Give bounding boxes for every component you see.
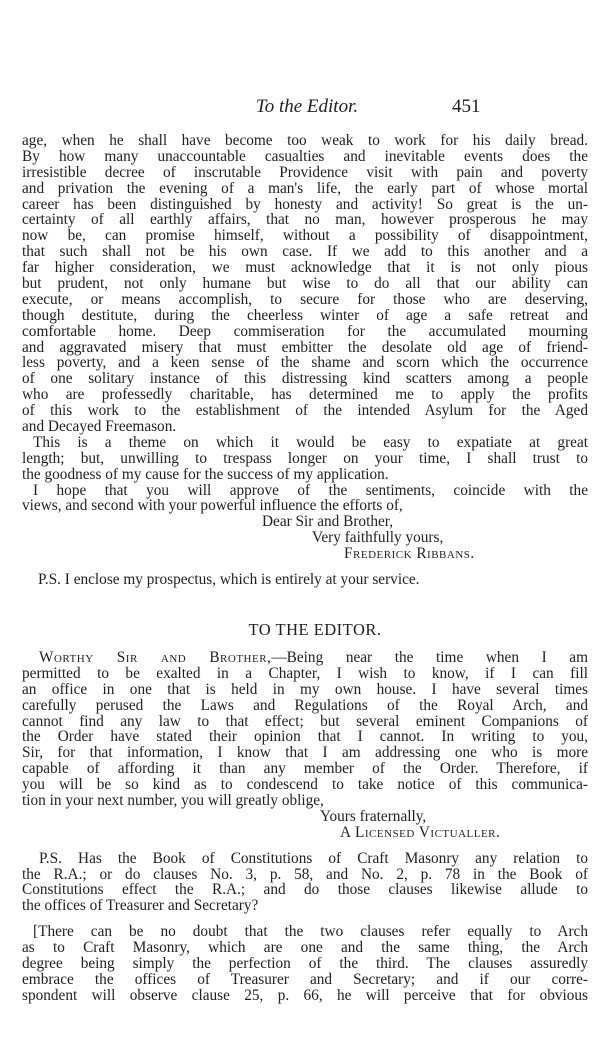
text-line: age, when he shall have become too weak to work for his daily bread.	[22, 132, 588, 149]
text-line: of this work to the establishment of the intended Asylum for the Aged	[22, 402, 588, 420]
text-line: cannot find any law to that effect; but several eminent Companions of	[22, 712, 588, 730]
text-line: views, and second with your powerful influence the efforts of,	[22, 497, 403, 515]
text-line: Constitutions effect the R.A.; and do those clauses likewise allude to	[22, 881, 588, 899]
text-line: degree being simply the perfection of the third. The clauses assuredly	[22, 954, 588, 972]
text-line: now be, can promise himself, without a possibility of disappointment,	[22, 227, 588, 245]
text-line: who are professedly charitable, has determined me to apply the profits	[22, 386, 588, 404]
text-line: as to Craft Masonry, which are one and the same thing, the Arch	[22, 939, 588, 957]
text-line: an office in one that is held in my own house. I have several times	[22, 680, 588, 698]
text-line: and privation the evening of a man's life, the early part of whose mortal	[22, 179, 588, 197]
text-line: P.S. Has the Book of Constitutions of Craft Masonry any relation to	[39, 849, 588, 867]
section-heading: TO THE EDITOR.	[248, 619, 382, 639]
text-line: By how many unaccountable casualties and inevitable events does the	[22, 147, 588, 165]
text-line: certainty of all earthly affairs, that no man, however prosperous he may	[22, 211, 588, 229]
opening-rest: —Being near the time when I am	[271, 648, 588, 666]
text-line: of one solitary instance of this distressing kind scatters among a people	[22, 370, 588, 388]
running-head: To the Editor.	[255, 96, 359, 117]
closing: Yours fraternally,	[320, 807, 427, 825]
text-line: [There can be no doubt that the two clauses refer equally to Arch	[33, 923, 588, 941]
signature: A Licensed Victualler.	[340, 823, 501, 841]
text-line: permitted to be exalted in a Chapter, I wish to know, if I can fill	[22, 664, 588, 682]
postscript: P.S. I enclose my prospectus, which is entirely at your service.	[38, 571, 420, 589]
salutation: Dear Sir and Brother,	[262, 513, 394, 531]
text-line: the offices of Treasurer and Secretary?	[22, 897, 259, 915]
text-line: the goodness of my cause for the success of my application.	[22, 465, 389, 483]
text-line: comfortable home. Deep commiseration for the accumulated mourning	[22, 322, 588, 340]
letter-1-paragraph-2	[22, 435, 588, 483]
text-line: execute, or means accomplish, to secure for those who are deserving,	[22, 290, 588, 308]
page-header	[0, 96, 614, 122]
page-number: 451	[452, 96, 481, 117]
text-line: capable of affording it than any member of the Order. Therefore, if	[22, 760, 588, 778]
closing: Very faithfully yours,	[312, 529, 444, 547]
opening-caps: Worthy Sir and Brother,	[39, 648, 272, 666]
text-line: you will be so kind as to condescend to take notice of this communica-	[22, 776, 588, 794]
text-line: the Order have stated their opinion that I cannot. In writing to you,	[22, 728, 588, 746]
text-line: far higher consideration, we must acknowledge that it is not only pious	[22, 259, 588, 277]
letter-2-postscript	[22, 851, 588, 915]
text-line: carefully perused the Laws and Regulations of the Royal Arch, and	[22, 696, 588, 714]
text-line: embrace the offices of Treasurer and Secretary; and if our corre-	[22, 970, 588, 988]
text-line: and aggravated misery that must embitter the desolate old age of friend-	[22, 338, 588, 356]
text-line: spondent will observe clause 25, p. 66, he will perceive that for obvious	[22, 986, 588, 1004]
text-line: Sir, for that information, I know that I am addressing one who is more	[22, 744, 588, 762]
text-line	[22, 650, 588, 666]
letter-2-body	[22, 650, 588, 809]
letter-1-paragraph-1	[22, 133, 588, 435]
text-line: though destitute, during the cheerless winter of age a safe retreat and	[22, 306, 588, 324]
text-line: career has been distinguished by honesty and activity! So great is the un-	[22, 195, 588, 213]
text-line: less poverty, and a keen sense of the shame and scorn which the occurrence	[22, 354, 588, 372]
editor-reply	[22, 924, 588, 1003]
text-line: tion in your next number, you will greatly oblige,	[22, 791, 324, 809]
text-line: length; but, unwilling to trespass longer on your time, I shall trust to	[22, 449, 588, 467]
text-line: but prudent, not only humane but wise to do all that our ability can	[22, 275, 588, 293]
signature: Frederick Ribbans.	[344, 545, 475, 563]
text-line: that such shall not be his own case. If we add to this another and a	[22, 243, 588, 261]
text-line: irresistible decree of inscrutable Providence visit with pain and poverty	[22, 163, 588, 181]
letter-1-paragraph-3	[22, 483, 588, 515]
text-line: the R.A.; or do clauses No. 3, p. 58, and No. 2, p. 78 in the Book of	[22, 865, 588, 883]
text-line: This is a theme on which it would be easy to expatiate at great	[33, 433, 588, 451]
page-body	[22, 133, 588, 1004]
text-line: and Decayed Freemason.	[22, 418, 177, 436]
text-line: I hope that you will approve of the sentiments, coincide with the	[33, 481, 588, 499]
